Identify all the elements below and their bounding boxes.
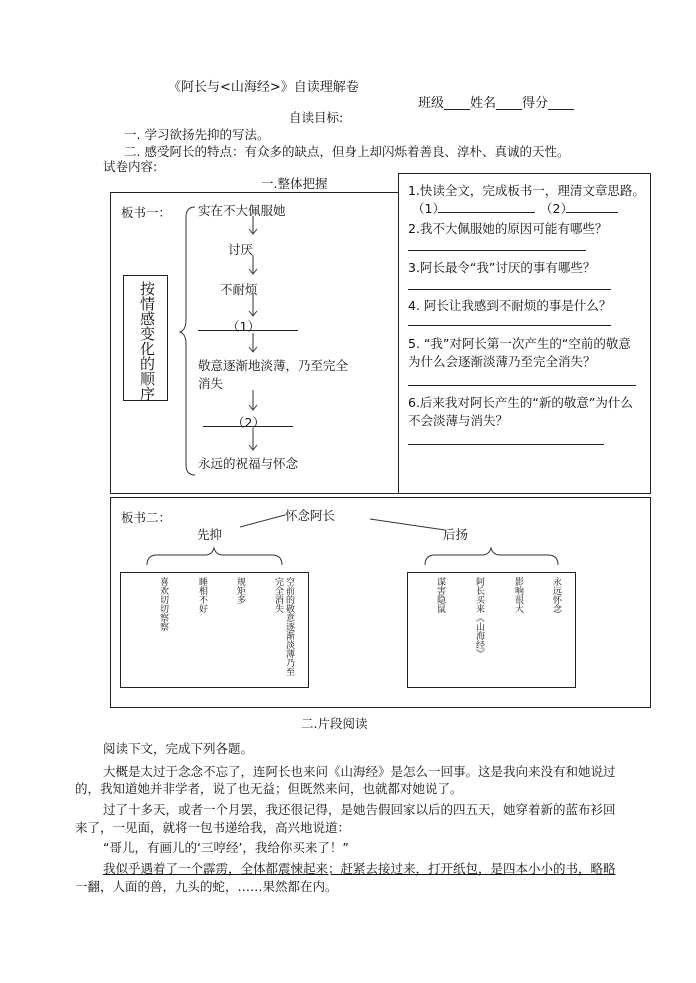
question-1-blank-1: （1） <box>412 201 445 216</box>
flow-arrows <box>249 216 257 450</box>
question-3: 3.阿长最令“我”讨厌的事有哪些？ <box>408 260 596 275</box>
board2-left: 先抑 <box>197 527 223 542</box>
order-label: 按情感变化的顺序 <box>138 281 156 401</box>
goal-item-1: 一. 学习欲扬先抑的写法。 <box>124 127 270 142</box>
passage-p4a: 我似乎遇着了一个霹雳，全体都震悚起来；赶紧去接过来，打开纸包，是四本小小的书，略略 <box>103 861 616 876</box>
section2-title: 二.片段阅读 <box>301 716 368 731</box>
question-5a: 5. “我”对阿长第一次产生的“空前的敬意 <box>408 336 631 351</box>
goal-item-2: 二. 感受阿长的特点：有众多的缺点，但身上却闪烁着善良、淳朴、真诚的天性。 <box>124 144 570 159</box>
right-item-1: 谋害隐鼠 <box>435 577 445 613</box>
board2-left-connector <box>240 515 285 527</box>
question-6a: 6.后来我对阿长产生的“新的敬意”为什么 <box>408 395 633 410</box>
right-item-4: 永远怀念 <box>551 577 561 613</box>
flow-blank-1: （1） <box>227 319 260 334</box>
left-brace <box>147 548 282 565</box>
page-title: 《阿长与<山海经>》自读理解卷 <box>168 80 359 95</box>
flow-step-5: 永远的祝福与怀念 <box>198 456 299 471</box>
question-6b: 不会淡薄与消失？ <box>408 413 509 428</box>
question-1: 1.快读全文，完成板书一，理清文章思路。 <box>408 183 645 198</box>
board2-label: 板书二： <box>121 510 172 525</box>
passage-p2b: 来了，一见面，就将一包书递给我，高兴地说道： <box>75 820 351 835</box>
question-2: 2.我不大佩服她的原因可能有哪些？ <box>408 221 608 236</box>
passage-p3: “哥儿，有画儿的‘三哼经’，我给你买来了！” <box>103 840 349 855</box>
content-label: 试卷内容: <box>103 159 158 174</box>
board1-brace <box>180 207 195 475</box>
flow-blank-2: （2） <box>232 415 265 430</box>
section2-instruction: 阅读下文，完成下列各题。 <box>103 741 254 756</box>
section1-title: 一.整体把握 <box>261 176 328 191</box>
board2-right-connector <box>370 519 445 530</box>
goals-heading: 自读目标: <box>289 110 344 125</box>
passage-p1a: 大概是太过于念念不忘了，连阿长也来问《山海经》是怎么一回事。这是我向来没有和她说过 <box>103 764 616 779</box>
right-brace <box>425 548 558 565</box>
flow-step-4b: 消失 <box>198 376 224 391</box>
board2-center: 怀念阿长 <box>285 508 336 523</box>
passage-p1b: 的，我知道她并非学者，说了也无益；但既然来问，也就都对她说了。 <box>75 781 463 796</box>
left-item-4: 空前的敬意逐渐淡薄乃至完全消失 <box>273 577 294 676</box>
left-item-3: 规矩多 <box>235 577 245 604</box>
flow-step-1: 实在不大佩服她 <box>198 203 286 218</box>
flow-step-3: 不耐烦 <box>220 282 258 297</box>
flow-step-2: 讨厌 <box>228 242 254 257</box>
question-1-blank-2: （2） <box>540 201 573 216</box>
right-item-3: 影响很大 <box>513 577 523 613</box>
passage-p2a: 过了十多天，或者一个月罢，我还很记得，是她告假回家以后的四五天，她穿着新的蓝布衫回 <box>103 802 616 817</box>
left-item-2: 睡相不好 <box>197 577 207 613</box>
board1-label: 板书一： <box>121 205 172 220</box>
flow-step-4: 敬意逐渐地淡薄，乃至完全 <box>198 358 349 373</box>
board2-right: 后扬 <box>443 527 469 542</box>
passage-p4b: 一翻，人面的兽，九头的蛇，……果然都在内。 <box>75 879 338 894</box>
left-item-1: 喜欢切切察察 <box>158 577 168 631</box>
class-info: 班级____姓名____得分____ <box>418 96 575 111</box>
question-5b: 为什么会逐渐淡薄乃至完全消失？ <box>408 354 596 369</box>
question-4: 4. 阿长让我感到不耐烦的事是什么？ <box>408 298 612 313</box>
right-item-2: 阿长买来《山海经》 <box>474 577 484 658</box>
